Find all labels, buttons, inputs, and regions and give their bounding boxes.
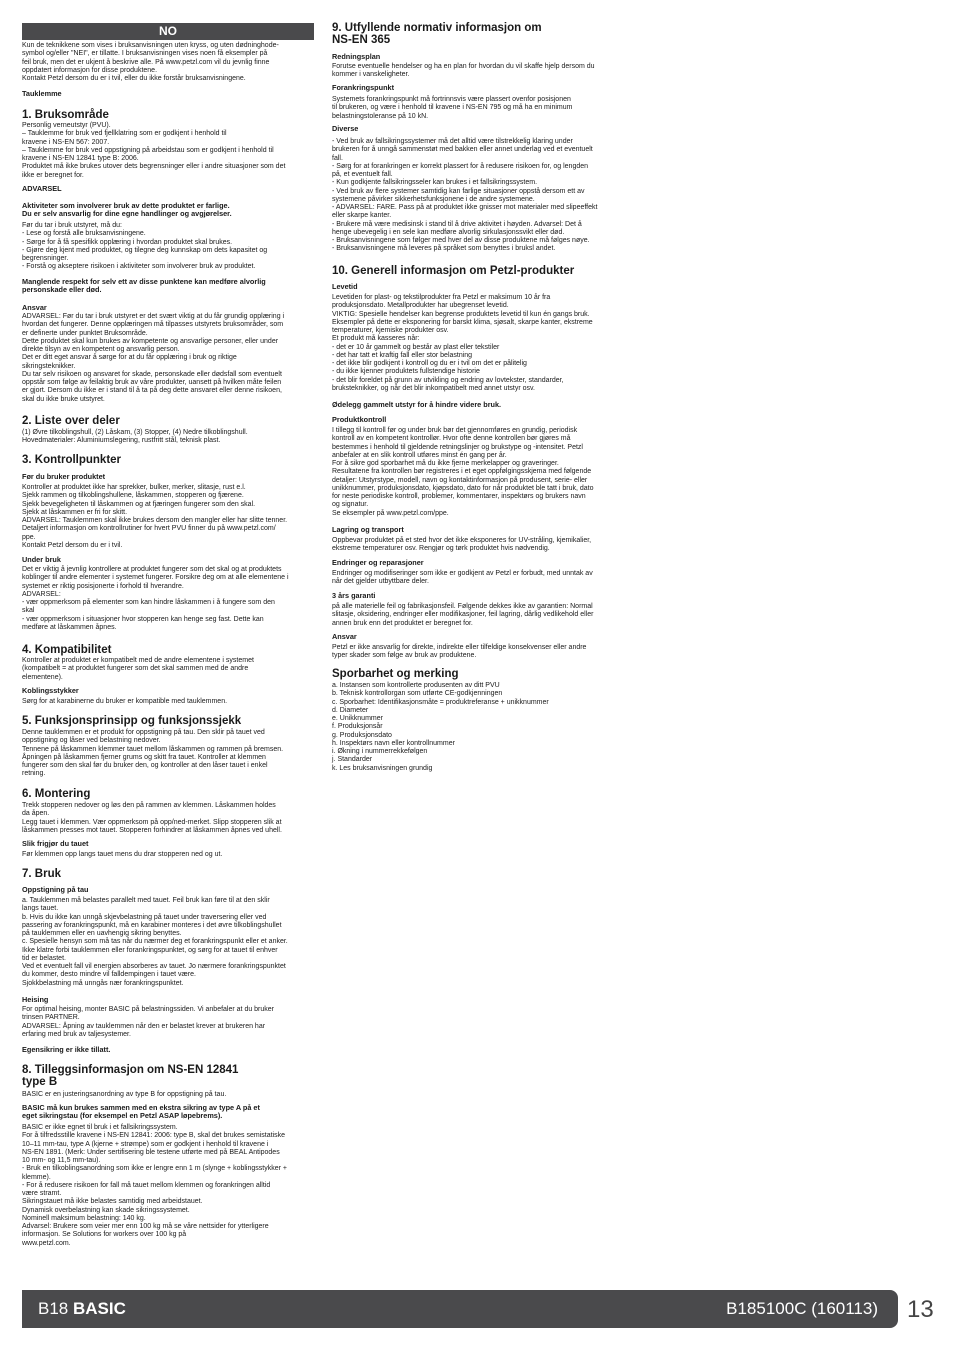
traceability-list: a. Instansen som kontrollerte produsenten av ditt PVU b. Teknisk kontrollorgan som utførte CE-godkjenningen c. Sporbarhet: Identifikasjonsmåte = produktreferanse + unikknummer d. Diameter e. Unikknummer f. Produksjonsår g. Produksjonsdato h. Inspektørs navn eller kontrollnummer i. Økning i nummerrekkefølgen j. Standarder k. Les bruksanvisningen grundig <box>332 682 549 772</box>
warning-label: ADVARSEL <box>22 184 62 193</box>
product-label: Tauklemme <box>22 89 62 98</box>
section-3-title: 3. Kontrollpunkter <box>22 454 122 466</box>
section-9-sub-1: Redningsplan <box>332 52 381 61</box>
section-9-sub-2: Forankringspunkt <box>332 83 395 92</box>
section-10-title: 10. Generell informasjon om Petzl-produkter <box>332 265 575 277</box>
section-10-text-6: Petzl er ikke ansvarlig for direkte, indirekte eller tilfeldige konsekvenser eller andre typer skader som følge av bruk av produktene. <box>332 644 587 660</box>
section-6-text: Trekk stopperen nedover og løs den på rammen av klemmen. Låskammen holdes da åpen. Legg tauet i klemmen. Vær oppmerksom på opp/ned-merket. Slipp stopperen slik at låskammen presses mot tauet. Stopperen forhindrer at låskammen åpnes ved uhell. <box>22 802 282 834</box>
section-3-text-2: Det er viktig å jevnlig kontrollere at produktet fungerer som det skal og at produktets koblinger til andre elementer i systemet fungerer. Forsikre deg om at alle elementene i systemet er riktig posisjonerte i forhold til hverandre. ADVARSEL: - vær oppmerksom på elementer som kan hindre låskammen i å fungere som den skal - vær oppmerksom i situasjoner hvor stopperen kan henge seg fast. Dette kan medføre at låskammen åpnes. <box>22 566 289 631</box>
section-7-sub-2: Heising <box>22 995 49 1004</box>
section-2-text: (1) Øvre tilkoblingshull, (2) Låskam, (3) Stopper, (4) Nedre tilkoblingshull. Hovedmaterialer: Aluminiumslegering, rustfritt stål, teknisk plast. <box>22 429 248 445</box>
section-10-sub-2: Produktkontroll <box>332 415 387 424</box>
section-7-sub-1: Oppstigning på tau <box>22 885 89 894</box>
section-10-sub-4: Endringer og reparasjoner <box>332 558 424 567</box>
section-10-sub-5: 3 års garanti <box>332 591 376 600</box>
section-10-sub-1: Levetid <box>332 282 358 291</box>
footer-bar <box>22 1290 898 1328</box>
section-10-text-3: Oppbevar produktet på et sted hvor det ikke eksponeres for UV-stråling, kjemikalier, ekstreme temperaturer osv. Rengjør og tørk produktet hvis nødvendig. <box>332 537 592 553</box>
section-9-title: 9. Utfyllende normativ informasjon om NS-EN 365 <box>332 22 542 46</box>
language-label: NO <box>22 23 314 40</box>
section-7-text-1: a. Tauklemmen må belastes parallelt med tauet. Feil bruk kan føre til at den sklir langs tauet. b. Hvis du ikke kan unngå skjevbelastning på tauet under traversering eller ved passering av forankringspunkt, må en karabiner monteres i det øvre tilkoblingshullet på tauklemmen eller en uavhengig sikring benyttes. c. Spesielle hensyn som må tas når du nærmer deg et forankringspunkt eller et anker. Ikke klatre forbi tauklemmen eller forankringspunktet, og sørg for at tauet til enhver tid er belastet. Ved et eventuelt fall vil energien absorberes av tauet. Jo nærmere forankringspunktet du kommer, desto mindre vil falldempingen i tauet være. Sjokkbelastning må unngås nær forankringspunktet. <box>22 897 288 987</box>
section-4-sub: Koblingsstykker <box>22 686 79 695</box>
warning-bold-2: Manglende respekt for selv ett av disse punktene kan medføre alvorlig personskade eller død. <box>22 277 266 295</box>
section-9-text-3: - Ved bruk av fallsikringssystemer må det alltid være tilstrekkelig klaring under brukeren for å unngå sammenstøt med bakken eller annet underlag ved et eventuelt fall. - Sørg for at forankringen er korrekt plassert for å redusere risikoen for, og lengden på, et eventuelt fall. - Kun godkjente fallsikringsseler kan brukes i et fallsikringssystem. - Ved bruk av flere systemer samtidig kan farlige situasjoner oppstå dersom ett av systemene påvirker sikkerhetsfunksjonene i de andre systemene. - ADVARSEL: FARE. Pass på at produktet ikke gnisser mot materialer med slipeeffekt eller skarpe kanter. - Brukere må være medisinsk i stand til å drive aktivitet i høyden. Advarsel: Det å henge ubevegelig i en sele kan medføre alvorlig sirkulasjonssvikt eller død. - Bruksanvisningene som følger med hver del av disse produktene må følges nøye. - Bruksanvisningene må leveres på språket som benyttes i bruksl andet. <box>332 138 598 253</box>
model-name: BASIC <box>72 1299 126 1318</box>
page-number: 13 <box>907 1296 934 1323</box>
section-9-sub-3: Diverse <box>332 124 359 133</box>
document-reference: B185100C (160113) <box>726 1299 878 1318</box>
section-10-bold: Ødelegg gammelt utstyr for å hindre videre bruk. <box>332 400 502 409</box>
section-8-bold: BASIC må kun brukes sammen med en ekstra sikring av type A på et eget sikringstau (for eksempel en Petzl ASAP løpebrems). <box>22 1103 260 1121</box>
section-6-title: 6. Montering <box>22 788 91 800</box>
warning-bold-1: Aktiviteter som involverer bruk av dette produktet er farlige. Du er selv ansvarlig for dine egne handlinger og avgjørelser. <box>22 201 232 219</box>
section-10-text-4: Endringer og modifiseringer som ikke er godkjent av Petzl er forbudt, med unntak av når det gjelder utbyttbare deler. <box>332 570 593 586</box>
section-10-text-5: på alle materielle feil og fabrikasjonsfeil. Følgende dekkes ikke av garantien: Normal slitasje, oksidering, endringer eller modifikasjoner, feil lagring, dårlig vedlikehold eller annen bruk enn det produktet er beregnet for. <box>332 603 594 627</box>
section-8-text-1: BASIC er en justeringsanordning av type B for oppstigning på tau. <box>22 1091 227 1098</box>
section-9-text-2: Systemets forankringspunkt må fortrinnsvis være plassert ovenfor posisjonen til brukeren, og være i henhold til kravene i NS-EN 795 og må ha en minimum belastningstoleranse på 10 kN. <box>332 96 573 120</box>
section-7-text-2: For optimal heising, monter BASIC på belastningssiden. Vi anbefaler at du bruker trinsen PARTNER. ADVARSEL: Åpning av tauklemmen når den er belastet krever at brukeren har erfaring med bruk av taljesystemer. <box>22 1006 275 1038</box>
section-5-text: Denne tauklemmen er et produkt for oppstigning på tau. Den sklir på tauet ved oppstigning og låser ved belastning nedover. Tennene på låskammen klemmer tauet mellom låskammen og rammen på bremsen. Åpningen på låskammen fjerner grums og skitt fra tauet. Kontroller at klemmen fungerer som den skal før du bruker den, og kontroller at den låser tauet i enkel retning. <box>22 729 284 778</box>
responsibility-text: ADVARSEL: Før du tar i bruk utstyret er det svært viktig at du får grundig opplæring i hvordan det fungerer. Denne opplæringen må tilpasses utstyrets bruksområder, som er definerte under punktet Bruksområde. Dette produktet skal kun brukes av kompetente og ansvarlige personer, eller under direkte tilsyn av en kompetent og ansvarlig person. Det er ditt eget ansvar å sørge for at du får opplæring i bruk og riktige sikringsteknikker. Du tar selv risikoen og ansvaret for skade, personskade eller dødsfall som eventuelt oppstår som følge av feilaktig bruk av våre produkter, uansett på hvilken måte feilen er gjort. Dersom du ikke er i stand til å ta på deg dette ansvaret eller denne risikoen, skal du ikke bruke utstyret. <box>22 313 285 403</box>
section-3-sub-2: Under bruk <box>22 555 61 564</box>
section-4-text-2: Sørg for at karabinerne du bruker er kompatible med tauklemmen. <box>22 698 228 705</box>
section-1-text: Personlig verneutstyr (PVU). – Tauklemme for bruk ved fjellklatring som er godkjent i henhold til kravene i NS-EN 567: 2007. – Tauklemme for bruk ved oppstigning på arbeidstau som er godkjent i henhold til kravene i NS-EN 12841 type B: 2006. Produktet må ikke brukes utover dets begrensninger eller i andre situasjoner som det ikke er beregnet for. <box>22 122 286 179</box>
section-6-sub: Slik frigjør du tauet <box>22 839 89 848</box>
section-3-sub-1: Før du bruker produktet <box>22 472 106 481</box>
section-7-title: 7. Bruk <box>22 868 61 880</box>
section-7-bold: Egensikring er ikke tillatt. <box>22 1045 111 1054</box>
section-4-text: Kontroller at produktet er kompatibelt med de andre elementene i systemet (kompatibelt = at produktet fungerer som det skal sammen med de andre elementene). <box>22 657 254 681</box>
footer-model <box>38 1299 126 1319</box>
before-use-list: Før du tar i bruk utstyret, må du: - Lese og forstå alle bruksanvisningene. - Sørge for å få spesifikk opplæring i hvordan produktet skal brukes. - Gjøre deg kjent med produktet, og tilegne deg kunnskap om dets kapasitet og begrensninger. - Forstå og akseptere risikoen i aktiviteter som involverer bruk av produktet. <box>22 222 268 271</box>
section-8-title: 8. Tilleggsinformasjon om NS-EN 12841 type B <box>22 1064 239 1088</box>
section-6-text-2: Før klemmen opp langs tauet mens du drar stopperen ned og ut. <box>22 851 223 858</box>
section-8-text-2: BASIC er ikke egnet til bruk i et fallsikringssystem. For å tilfredsstille kravene i NS-EN 12841: 2006: type B, skal det brukes semistatiske 10–11 mm-tau, type A (kjerne + strømpe) som er godkjent i henhold til kravene i NS-EN 1891. (Merk: Under sertifisering ble testene utførte med på BEAL Antipodes 10 mm- og 11,5 mm-tau). - Bruk en tilkoblingsanordning som ikke er lengre enn 1 m (slynge + koblingsstykker + klemme). - For å redusere risikoen for fall må tauet mellom klemmen og forankringen alltid være stramt. Sikringstauet må ikke belastes samtidig med arbeidstauet. Dynamisk overbelastning kan skade sikringssystemet. Nominell maksimum belastning: 140 kg. Advarsel: Brukere som veier mer enn 100 kg må se våre nettsider for ytterligere informasjon. Se Solutions for workers over 100 kg på www.petzl.com. <box>22 1124 287 1247</box>
section-3-text-1: Kontroller at produktet ikke har sprekker, bulker, merker, slitasje, rust e.l. Sjekk rammen og tilkoblingshullene, låskammen, stopperen og fjærene. Sjekk bevegeligheten til låskammen og at fjæringen fungerer som den skal. Sjekk at låskammen er fri for skitt. ADVARSEL: Tauklemmen skal ikke brukes dersom den mangler eller har slitte tenner. Detaljert informasjon om kontrollrutiner for hvert PVU finner du på www.petzl.com/ ppe. Kontakt Petzl dersom du er i tvil. <box>22 484 288 549</box>
traceability-title: Sporbarhet og merking <box>332 668 459 680</box>
section-10-text-1: Levetiden for plast- og tekstilprodukter fra Petzl er maksimum 10 år fra produksjonsdato. Metallprodukter har ubegrenset levetid. VIKTIG: Spesielle hendelser kan begrense produktets levetid til kun én gangs bruk. Eksempler på dette er eksponering for barskt klima, sjøsalt, skarpe kanter, ekstreme temperaturer, kjemiske produkter osv. Et produkt må kasseres når: - det er 10 år gammelt og består av plast eller tekstiler - det har tatt et kraftig fall eller stor belastning - det ikke blir godkjent i kontroll og du er i tvil om det er pålitelig - du ikke kjenner produktets fullstendige historie - det blir foreldet på grunn av utvikling og endring av lovtekster, standarder, bruksteknikker, og når det blir inkompatibelt med annet utstyr osv. <box>332 294 593 392</box>
section-4-title: 4. Kompatibilitet <box>22 644 112 656</box>
intro-text: Kun de teknikkene som vises i bruksanvisningen uten kryss, og uten dødninghode- symbol og/eller "NEI", er tillatte. I bruksanvisningen vises noen få eksempler på feil bruk, men det er ukjent å beskrive alle. På www.petzl.com vil du jevnlig finne oppdatert informasjon for disse produktene. Kontakt Petzl dersom du er i tvil, eller du ikke forstår bruksanvisningene. <box>22 42 279 82</box>
section-10-text-2: I tillegg til kontroll før og under bruk bør det gjennomføres en grundig, periodisk kontroll av en kompetent kontrollør. Hvor ofte denne kontrollen bør gjøres må bestemmes i henhold til gjeldende retningslinjer og brukstype og -intensitet. Petzl anbefaler at en slik kontroll utføres minst én gang per år. For å sikre god sporbarhet må du ikke fjerne merkelapper og graveringer. Resultatene fra kontrollen bør registreres i et eget oppfølgingsskjema med følgende detaljer: Utstyrstype, modell, navn og kontaktinformasjon på produsent, serie- eller unikknummer, produksjonsdato, kjøpsdato, dato for når produktet ble tatt i bruk, dato for neste periodiske kontroll, problemer, kommentarer, inspektørs og brukers navn og signatur. Se eksempler på www.petzl.com/ppe. <box>332 427 594 517</box>
section-10-sub-6: Ansvar <box>332 632 357 641</box>
section-2-title: 2. Liste over deler <box>22 415 120 427</box>
section-9-text-1: Forutse eventuelle hendelser og ha en plan for hvordan du vil skaffe hjelp dersom du kommer i vanskeligheter. <box>332 63 595 79</box>
model-code: B18 <box>38 1299 69 1318</box>
responsibility-label: Ansvar <box>22 303 47 312</box>
section-10-sub-3: Lagring og transport <box>332 525 404 534</box>
section-1-title: 1. Bruksområde <box>22 109 109 121</box>
section-5-title: 5. Funksjonsprinsipp og funksjonssjekk <box>22 715 242 727</box>
